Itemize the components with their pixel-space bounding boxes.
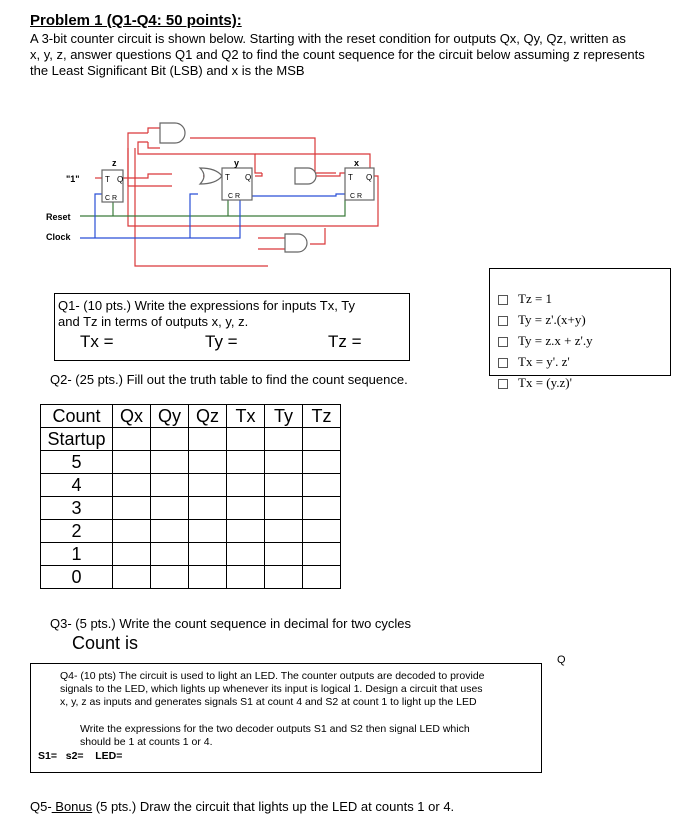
ff-z-cr-pin: C R (105, 195, 118, 202)
header-qy: Qy (151, 405, 189, 428)
problem-intro (30, 31, 645, 79)
header-count: Count (41, 405, 113, 428)
table-row (41, 520, 341, 543)
table-cell[interactable] (303, 474, 341, 497)
answer-option[interactable] (498, 333, 593, 349)
table-cell[interactable] (151, 474, 189, 497)
q1-question (58, 298, 355, 330)
ff-z-label: z (112, 158, 117, 168)
table-cell[interactable] (113, 520, 151, 543)
row-count: 3 (41, 497, 113, 520)
table-cell[interactable] (265, 543, 303, 566)
header-tz: Tz (303, 405, 341, 428)
count-is-answer[interactable]: Count is (72, 633, 139, 653)
table-cell[interactable] (113, 497, 151, 520)
checkbox[interactable] (498, 316, 508, 326)
problem-title: Problem 1 (Q1-Q4: 50 points): (30, 12, 242, 29)
clock-label: Clock (46, 232, 71, 242)
q2-question: Q2- (25 pts.) Fill out the truth table to find the count sequence. (50, 372, 408, 387)
header-qz: Qz (189, 405, 227, 428)
ff-x-q-pin: Q (366, 173, 373, 182)
table-cell[interactable] (227, 451, 265, 474)
s2-answer[interactable]: s2= (65, 750, 84, 762)
tz-expression[interactable]: Tz = (328, 332, 362, 351)
row-count: 2 (41, 520, 113, 543)
row-count: 0 (41, 566, 113, 589)
table-cell[interactable] (265, 566, 303, 589)
answer-option-label: Ty = z.x + z'.y (518, 333, 593, 348)
answer-option-label: Tx = (y.z)' (518, 375, 572, 390)
table-cell[interactable] (189, 428, 227, 451)
q4-line: should be 1 at counts 1 or 4. (80, 736, 213, 748)
led-answer[interactable]: LED= (95, 750, 123, 762)
answer-option-label: Ty = z'.(x+y) (518, 312, 586, 327)
answer-option[interactable] (498, 291, 552, 307)
ff-y-t-pin: T (225, 173, 230, 182)
intro-line: x, y, z, answer questions Q1 and Q2 to find the count sequence for the circuit below assuming z represents (30, 47, 645, 62)
table-cell[interactable] (151, 566, 189, 589)
q5-question (30, 799, 454, 814)
q4-line: signals to the LED, which lights up whenever its input is logical 1. Design a circuit that uses (60, 683, 483, 695)
s1-answer[interactable]: S1= (38, 750, 57, 762)
table-cell[interactable] (151, 497, 189, 520)
table-cell[interactable] (113, 474, 151, 497)
ff-y-q-pin: Q (245, 173, 252, 182)
table-cell[interactable] (265, 451, 303, 474)
ff-x-label: x (354, 158, 360, 168)
table-cell[interactable] (113, 451, 151, 474)
ff-z-t-pin: T (105, 175, 110, 184)
intro-line: A 3-bit counter circuit is shown below. Starting with the reset condition for outputs Qx, Qy, Qz, written as (30, 31, 626, 46)
table-cell[interactable] (227, 543, 265, 566)
table-cell[interactable] (265, 474, 303, 497)
row-count: 5 (41, 451, 113, 474)
reset-label: Reset (46, 212, 71, 222)
answer-option-label: Tx = y'. z' (518, 354, 570, 369)
answer-option[interactable] (498, 354, 570, 370)
intro-line: the Least Significant Bit (LSB) and x is the MSB (30, 63, 305, 78)
answer-option-label: Tz = 1 (518, 291, 553, 306)
table-cell[interactable] (113, 428, 151, 451)
table-cell[interactable] (303, 520, 341, 543)
table-cell[interactable] (227, 520, 265, 543)
ff-x-t-pin: T (348, 173, 353, 182)
table-cell[interactable] (265, 428, 303, 451)
table-row (41, 543, 341, 566)
table-cell[interactable] (189, 497, 227, 520)
table-cell[interactable] (189, 543, 227, 566)
table-row (41, 428, 341, 451)
header-qx: Qx (113, 405, 151, 428)
answer-option[interactable] (498, 375, 572, 391)
truth-table (40, 404, 341, 589)
q1-line: Q1- (10 pts.) Write the expressions for inputs Tx, Ty (58, 298, 355, 313)
table-cell[interactable] (265, 497, 303, 520)
table-cell[interactable] (227, 428, 265, 451)
table-cell[interactable] (227, 474, 265, 497)
table-cell[interactable] (189, 520, 227, 543)
header-ty: Ty (265, 405, 303, 428)
ff-z-q-pin: Q (117, 175, 124, 184)
table-cell[interactable] (227, 566, 265, 589)
checkbox[interactable] (498, 295, 508, 305)
table-row (41, 566, 341, 589)
q5-bonus: Bonus (51, 799, 93, 814)
row-count: 4 (41, 474, 113, 497)
answer-options-box (489, 268, 671, 390)
table-cell[interactable] (303, 428, 341, 451)
ff-y-cr-pin: C R (228, 193, 241, 200)
checkbox[interactable] (498, 379, 508, 389)
tx-expression[interactable]: Tx = (80, 332, 114, 351)
table-row (41, 474, 341, 497)
answer-option[interactable] (498, 312, 586, 328)
q4-question (60, 670, 485, 709)
row-count: Startup (41, 428, 113, 451)
checkbox[interactable] (498, 337, 508, 347)
table-cell[interactable] (303, 497, 341, 520)
table-cell[interactable] (265, 520, 303, 543)
counter-circuit-diagram (40, 118, 390, 278)
q-label: Q (557, 654, 566, 666)
table-row (41, 497, 341, 520)
row-count: 1 (41, 543, 113, 566)
table-cell[interactable] (189, 474, 227, 497)
q4-instructions (80, 723, 470, 749)
checkbox[interactable] (498, 358, 508, 368)
table-cell[interactable] (151, 428, 189, 451)
table-cell[interactable] (303, 543, 341, 566)
table-cell[interactable] (227, 497, 265, 520)
ff-x-cr-pin: C R (350, 193, 363, 200)
q1-line: and Tz in terms of outputs x, y, z. (58, 314, 249, 329)
q3-question: Q3- (5 pts.) Write the count sequence in decimal for two cycles (50, 616, 412, 631)
table-cell[interactable] (151, 520, 189, 543)
table-header-row (41, 405, 341, 428)
ff-y-label: y (234, 158, 240, 168)
q4-line: Q4- (10 pts) The circuit is used to light an LED. The counter outputs are decoded to provide (60, 670, 485, 682)
table-cell[interactable] (113, 543, 151, 566)
q5-prefix: Q5- (30, 799, 52, 814)
q4-line: Write the expressions for the two decoder outputs S1 and S2 then signal LED which (80, 723, 470, 735)
table-cell[interactable] (189, 566, 227, 589)
decoder-answers (38, 750, 122, 762)
table-cell[interactable] (113, 566, 151, 589)
table-cell[interactable] (189, 451, 227, 474)
ty-expression[interactable]: Ty = (205, 332, 238, 351)
table-cell[interactable] (151, 451, 189, 474)
q4-line: x, y, z as inputs and generates signals S1 at count 4 and S2 at count 1 to light up the LED (60, 696, 477, 708)
table-cell[interactable] (303, 451, 341, 474)
table-cell[interactable] (151, 543, 189, 566)
table-row (41, 451, 341, 474)
header-tx: Tx (227, 405, 265, 428)
input-one-label: "1" (66, 174, 80, 184)
q5-text: (5 pts.) Draw the circuit that lights up the LED at counts 1 or 4. (92, 799, 455, 814)
table-cell[interactable] (303, 566, 341, 589)
